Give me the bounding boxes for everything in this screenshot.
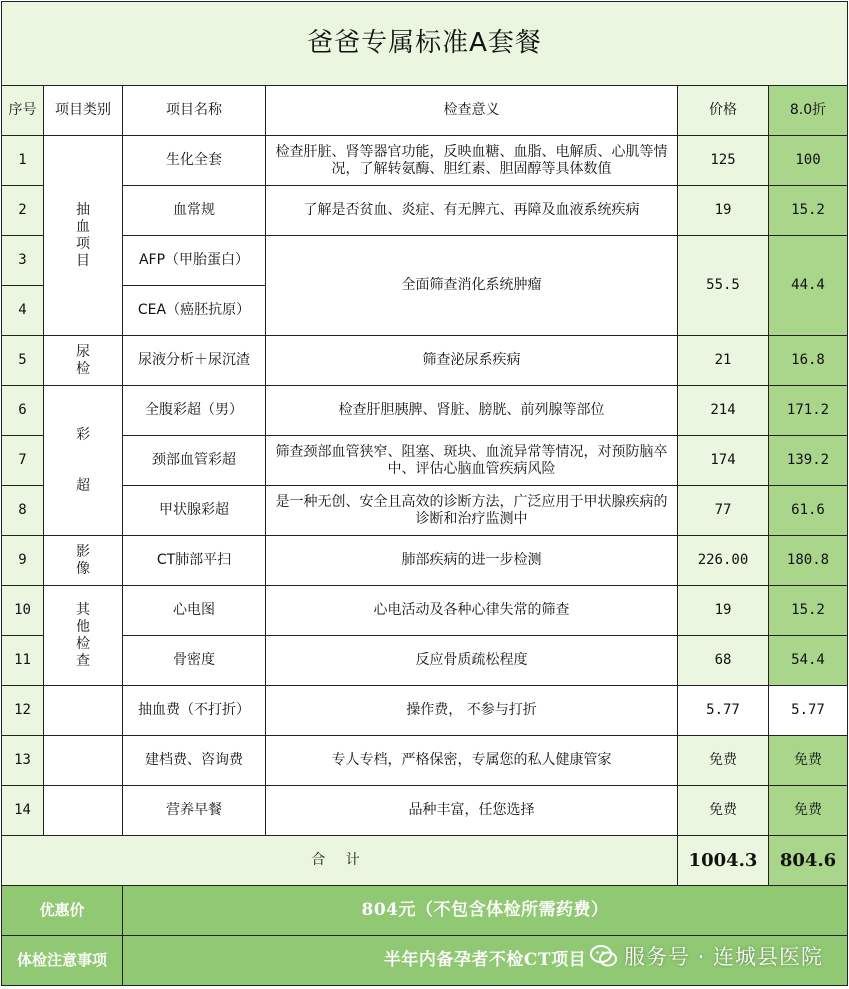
header-meaning: 检查意义 [266,86,678,136]
row-price: 77 [678,486,769,536]
row-price: 174 [678,436,769,486]
row-name: 营养早餐 [123,786,266,836]
header-category: 项目类别 [44,86,123,136]
table-row [2,536,848,586]
table-row [2,586,848,636]
row-price: 68 [678,636,769,686]
table-row [2,736,848,786]
row-price: 226.00 [678,536,769,586]
row-discount: 100 [769,136,848,186]
category-empty [44,786,123,836]
row-discount: 15.2 [769,586,848,636]
row-no: 1 [2,136,44,186]
row-price: 55.5 [678,236,769,336]
row-no: 12 [2,686,44,736]
table-row [2,336,848,386]
row-discount: 54.4 [769,636,848,686]
notice-label: 体检注意事项 [2,936,123,986]
row-name: 建档费、咨询费 [123,736,266,786]
row-price: 125 [678,136,769,186]
table-row [2,436,848,486]
promo-row [2,886,848,936]
table-row [2,186,848,236]
row-name: 尿液分析＋尿沉渣 [123,336,266,386]
row-name: CEA（癌胚抗原） [123,286,266,336]
row-meaning: 检查肝脏、肾等器官功能，反映血糖、血脂、电解质、心肌等情况，了解转氨酶、胆红素、胆固醇等具体数值 [266,136,678,186]
table-row [2,136,848,186]
row-meaning: 品种丰富，任您选择 [266,786,678,836]
row-no: 14 [2,786,44,836]
row-discount: 免费 [769,786,848,836]
promo-label: 优惠价 [2,886,123,936]
row-no: 6 [2,386,44,436]
row-price: 21 [678,336,769,386]
row-price: 214 [678,386,769,436]
row-no: 7 [2,436,44,486]
watermark [590,941,823,971]
row-meaning: 筛查颈部血管狭窄、阻塞、斑块、血流异常等情况，对预防脑卒中、评估心脑血管疾病风险 [266,436,678,486]
row-meaning: 是一种无创、安全且高效的诊断方法，广泛应用于甲状腺疾病的诊断和治疗监测中 [266,486,678,536]
row-no: 2 [2,186,44,236]
row-no: 13 [2,736,44,786]
header-price: 价格 [678,86,769,136]
row-no: 8 [2,486,44,536]
wechat-icon [590,944,618,968]
total-row [2,836,848,886]
row-meaning: 专人专档，严格保密，专属您的私人健康管家 [266,736,678,786]
table-row [2,686,848,736]
total-price: 1004.3 [678,836,769,886]
row-price: 5.77 [678,686,769,736]
row-name: 心电图 [123,586,266,636]
row-meaning: 了解是否贫血、炎症、有无脾亢、再障及血液系统疾病 [266,186,678,236]
row-meaning: 检查肝胆胰脾、肾脏、膀胱、前列腺等部位 [266,386,678,436]
table-row [2,786,848,836]
category-ultrasound: 彩 超 [44,386,123,536]
row-meaning: 心电活动及各种心律失常的筛查 [266,586,678,636]
row-meaning: 操作费， 不参与打折 [266,686,678,736]
row-no: 9 [2,536,44,586]
row-discount: 16.8 [769,336,848,386]
watermark-text: 服务号 · 连城县医院 [623,945,823,969]
row-discount: 180.8 [769,536,848,586]
row-meaning: 筛查泌尿系疾病 [266,336,678,386]
row-no: 3 [2,236,44,286]
table-row [2,236,848,286]
row-no: 10 [2,586,44,636]
row-name: 全腹彩超（男） [123,386,266,436]
category-urine: 尿 检 [44,336,123,386]
row-discount: 171.2 [769,386,848,436]
header-name: 项目名称 [123,86,266,136]
row-meaning: 全面筛查消化系统肿瘤 [266,236,678,336]
table-title: 爸爸专属标准A套餐 [2,2,848,86]
row-discount: 44.4 [769,236,848,336]
category-blood: 抽 血 项 目 [44,136,123,336]
row-price: 19 [678,586,769,636]
row-name: AFP（甲胎蛋白） [123,236,266,286]
row-discount: 61.6 [769,486,848,536]
row-name: 血常规 [123,186,266,236]
row-no: 5 [2,336,44,386]
row-meaning: 肺部疾病的进一步检测 [266,536,678,586]
total-discount: 804.6 [769,836,848,886]
row-price: 免费 [678,786,769,836]
row-name: CT肺部平扫 [123,536,266,586]
table-row [2,636,848,686]
category-empty [44,686,123,736]
header-no: 序号 [2,86,44,136]
row-discount: 139.2 [769,436,848,486]
category-other: 其 他 检 查 [44,586,123,686]
table-row [2,386,848,436]
package-table [1,1,848,986]
row-price: 免费 [678,736,769,786]
row-name: 甲状腺彩超 [123,486,266,536]
promo-value: 804元（不包含体检所需药费） [123,886,848,936]
row-name: 抽血费（不打折） [123,686,266,736]
row-price: 19 [678,186,769,236]
notice-value: 半年内备孕者不检CT项目 [123,936,848,986]
row-no: 4 [2,286,44,336]
row-meaning: 反应骨质疏松程度 [266,636,678,686]
category-imaging: 影 像 [44,536,123,586]
row-name: 骨密度 [123,636,266,686]
total-label: 合 计 [2,836,678,886]
row-discount: 15.2 [769,186,848,236]
row-name: 生化全套 [123,136,266,186]
header-discount: 8.0折 [769,86,848,136]
row-name: 颈部血管彩超 [123,436,266,486]
row-discount: 免费 [769,736,848,786]
table-row [2,486,848,536]
category-empty [44,736,123,786]
row-discount: 5.77 [769,686,848,736]
row-no: 11 [2,636,44,686]
